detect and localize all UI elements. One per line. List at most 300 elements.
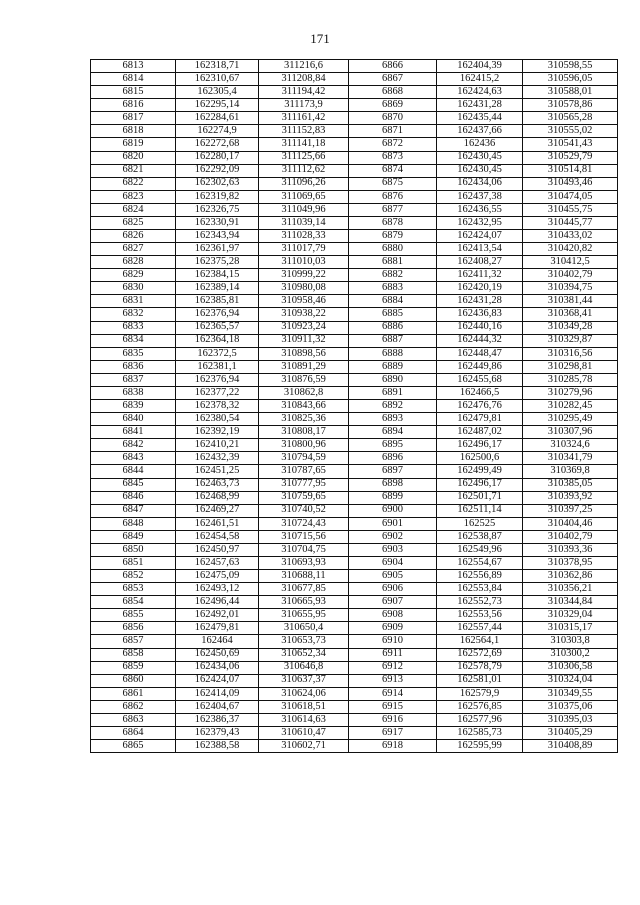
y-coordinate-cell: 311173,9 — [259, 99, 349, 112]
x-coordinate-cell: 162449,86 — [437, 360, 523, 373]
x-coordinate-cell: 162564,1 — [437, 635, 523, 648]
point-number-cell: 6901 — [349, 517, 437, 530]
x-coordinate-cell: 162274,9 — [176, 125, 259, 138]
table-row — [91, 334, 618, 347]
table-row — [91, 740, 618, 753]
y-coordinate-cell: 310412,5 — [523, 256, 618, 269]
point-number-cell: 6897 — [349, 465, 437, 478]
y-coordinate-cell: 310598,55 — [523, 60, 618, 73]
x-coordinate-cell: 162361,97 — [176, 243, 259, 256]
y-coordinate-cell: 311039,14 — [259, 216, 349, 229]
y-coordinate-cell: 310381,44 — [523, 295, 618, 308]
y-coordinate-cell: 310596,05 — [523, 73, 618, 86]
y-coordinate-cell: 311096,26 — [259, 177, 349, 190]
table-row — [91, 530, 618, 543]
y-coordinate-cell: 310385,05 — [523, 478, 618, 491]
y-coordinate-cell: 310282,45 — [523, 400, 618, 413]
table-row — [91, 465, 618, 478]
table-row — [91, 687, 618, 700]
point-number-cell: 6836 — [91, 360, 176, 373]
point-number-cell: 6861 — [91, 687, 176, 700]
table-row — [91, 282, 618, 295]
x-coordinate-cell: 162404,39 — [437, 60, 523, 73]
x-coordinate-cell: 162487,02 — [437, 426, 523, 439]
y-coordinate-cell: 310715,56 — [259, 530, 349, 543]
x-coordinate-cell: 162330,91 — [176, 216, 259, 229]
y-coordinate-cell: 310408,89 — [523, 740, 618, 753]
y-coordinate-cell: 310650,4 — [259, 622, 349, 635]
point-number-cell: 6905 — [349, 570, 437, 583]
table-row — [91, 99, 618, 112]
y-coordinate-cell: 310759,65 — [259, 491, 349, 504]
point-number-cell: 6831 — [91, 295, 176, 308]
x-coordinate-cell: 162372,5 — [176, 347, 259, 360]
x-coordinate-cell: 162295,14 — [176, 99, 259, 112]
point-number-cell: 6848 — [91, 517, 176, 530]
x-coordinate-cell: 162376,94 — [176, 373, 259, 386]
x-coordinate-cell: 162500,6 — [437, 452, 523, 465]
point-number-cell: 6845 — [91, 478, 176, 491]
y-coordinate-cell: 310474,05 — [523, 190, 618, 203]
table-row — [91, 243, 618, 256]
point-number-cell: 6877 — [349, 203, 437, 216]
point-number-cell: 6868 — [349, 86, 437, 99]
y-coordinate-cell: 310404,46 — [523, 517, 618, 530]
y-coordinate-cell: 311125,66 — [259, 151, 349, 164]
x-coordinate-cell: 162310,67 — [176, 73, 259, 86]
point-number-cell: 6826 — [91, 230, 176, 243]
x-coordinate-cell: 162389,14 — [176, 282, 259, 295]
point-number-cell: 6900 — [349, 504, 437, 517]
x-coordinate-cell: 162378,32 — [176, 400, 259, 413]
y-coordinate-cell: 310825,36 — [259, 413, 349, 426]
point-number-cell: 6870 — [349, 112, 437, 125]
x-coordinate-cell: 162476,76 — [437, 400, 523, 413]
x-coordinate-cell: 162437,66 — [437, 125, 523, 138]
x-coordinate-cell: 162499,49 — [437, 465, 523, 478]
x-coordinate-cell: 162436,83 — [437, 308, 523, 321]
point-number-cell: 6834 — [91, 334, 176, 347]
x-coordinate-cell: 162479,81 — [437, 413, 523, 426]
y-coordinate-cell: 310999,22 — [259, 269, 349, 282]
x-coordinate-cell: 162280,17 — [176, 151, 259, 164]
x-coordinate-cell: 162581,01 — [437, 674, 523, 687]
y-coordinate-cell: 311161,42 — [259, 112, 349, 125]
point-number-cell: 6839 — [91, 400, 176, 413]
point-number-cell: 6818 — [91, 125, 176, 138]
x-coordinate-cell: 162431,28 — [437, 99, 523, 112]
y-coordinate-cell: 311069,65 — [259, 190, 349, 203]
y-coordinate-cell: 310843,66 — [259, 400, 349, 413]
y-coordinate-cell: 310588,01 — [523, 86, 618, 99]
y-coordinate-cell: 310602,71 — [259, 740, 349, 753]
x-coordinate-cell: 162525 — [437, 517, 523, 530]
table-row — [91, 112, 618, 125]
x-coordinate-cell: 162577,96 — [437, 713, 523, 726]
x-coordinate-cell: 162450,69 — [176, 648, 259, 661]
table-row — [91, 504, 618, 517]
y-coordinate-cell: 310614,63 — [259, 713, 349, 726]
y-coordinate-cell: 310395,03 — [523, 713, 618, 726]
y-coordinate-cell: 310279,96 — [523, 386, 618, 399]
x-coordinate-cell: 162552,73 — [437, 596, 523, 609]
point-number-cell: 6829 — [91, 269, 176, 282]
table-row — [91, 439, 618, 452]
x-coordinate-cell: 162440,16 — [437, 321, 523, 334]
table-row — [91, 622, 618, 635]
x-coordinate-cell: 162572,69 — [437, 648, 523, 661]
x-coordinate-cell: 162496,44 — [176, 596, 259, 609]
x-coordinate-cell: 162511,14 — [437, 504, 523, 517]
y-coordinate-cell: 310610,47 — [259, 726, 349, 739]
y-coordinate-cell: 310541,43 — [523, 138, 618, 151]
y-coordinate-cell: 311194,42 — [259, 86, 349, 99]
x-coordinate-cell: 162553,84 — [437, 583, 523, 596]
x-coordinate-cell: 162434,06 — [437, 177, 523, 190]
x-coordinate-cell: 162430,45 — [437, 151, 523, 164]
point-number-cell: 6890 — [349, 373, 437, 386]
y-coordinate-cell: 310493,46 — [523, 177, 618, 190]
table-row — [91, 295, 618, 308]
y-coordinate-cell: 310898,56 — [259, 347, 349, 360]
point-number-cell: 6857 — [91, 635, 176, 648]
point-number-cell: 6838 — [91, 386, 176, 399]
table-row — [91, 138, 618, 151]
point-number-cell: 6874 — [349, 164, 437, 177]
y-coordinate-cell: 310397,25 — [523, 504, 618, 517]
point-number-cell: 6882 — [349, 269, 437, 282]
point-number-cell: 6869 — [349, 99, 437, 112]
x-coordinate-cell: 162302,63 — [176, 177, 259, 190]
point-number-cell: 6825 — [91, 216, 176, 229]
point-number-cell: 6855 — [91, 609, 176, 622]
x-coordinate-cell: 162579,9 — [437, 687, 523, 700]
point-number-cell: 6872 — [349, 138, 437, 151]
table-row — [91, 151, 618, 164]
x-coordinate-cell: 162432,95 — [437, 216, 523, 229]
y-coordinate-cell: 310303,8 — [523, 635, 618, 648]
x-coordinate-cell: 162318,71 — [176, 60, 259, 73]
y-coordinate-cell: 310876,59 — [259, 373, 349, 386]
point-number-cell: 6909 — [349, 622, 437, 635]
x-coordinate-cell: 162455,68 — [437, 373, 523, 386]
x-coordinate-cell: 162413,54 — [437, 243, 523, 256]
y-coordinate-cell: 310862,8 — [259, 386, 349, 399]
x-coordinate-cell: 162538,87 — [437, 530, 523, 543]
y-coordinate-cell: 310637,37 — [259, 674, 349, 687]
x-coordinate-cell: 162420,19 — [437, 282, 523, 295]
page-number: 171 — [310, 31, 330, 46]
point-number-cell: 6851 — [91, 556, 176, 569]
x-coordinate-cell: 162463,73 — [176, 478, 259, 491]
x-coordinate-cell: 162414,09 — [176, 687, 259, 700]
y-coordinate-cell: 310578,86 — [523, 99, 618, 112]
table-row — [91, 661, 618, 674]
y-coordinate-cell: 310393,36 — [523, 543, 618, 556]
y-coordinate-cell: 310777,95 — [259, 478, 349, 491]
table-row — [91, 308, 618, 321]
y-coordinate-cell: 310938,22 — [259, 308, 349, 321]
y-coordinate-cell: 310349,55 — [523, 687, 618, 700]
y-coordinate-cell: 311010,03 — [259, 256, 349, 269]
x-coordinate-cell: 162305,4 — [176, 86, 259, 99]
y-coordinate-cell: 310349,28 — [523, 321, 618, 334]
y-coordinate-cell: 310402,79 — [523, 269, 618, 282]
point-number-cell: 6912 — [349, 661, 437, 674]
x-coordinate-cell: 162424,63 — [437, 86, 523, 99]
point-number-cell: 6887 — [349, 334, 437, 347]
y-coordinate-cell: 310455,75 — [523, 203, 618, 216]
x-coordinate-cell: 162432,39 — [176, 452, 259, 465]
x-coordinate-cell: 162284,61 — [176, 112, 259, 125]
point-number-cell: 6843 — [91, 452, 176, 465]
x-coordinate-cell: 162364,18 — [176, 334, 259, 347]
point-number-cell: 6886 — [349, 321, 437, 334]
table-row — [91, 426, 618, 439]
point-number-cell: 6837 — [91, 373, 176, 386]
x-coordinate-cell: 162380,54 — [176, 413, 259, 426]
point-number-cell: 6904 — [349, 556, 437, 569]
point-number-cell: 6850 — [91, 543, 176, 556]
table-row — [91, 190, 618, 203]
table-row — [91, 491, 618, 504]
y-coordinate-cell: 310655,95 — [259, 609, 349, 622]
x-coordinate-cell: 162379,43 — [176, 726, 259, 739]
x-coordinate-cell: 162377,22 — [176, 386, 259, 399]
y-coordinate-cell: 310329,04 — [523, 609, 618, 622]
x-coordinate-cell: 162410,21 — [176, 439, 259, 452]
x-coordinate-cell: 162436 — [437, 138, 523, 151]
table-row — [91, 269, 618, 282]
y-coordinate-cell: 310565,28 — [523, 112, 618, 125]
y-coordinate-cell: 310693,93 — [259, 556, 349, 569]
y-coordinate-cell: 310393,92 — [523, 491, 618, 504]
x-coordinate-cell: 162492,01 — [176, 609, 259, 622]
y-coordinate-cell: 310529,79 — [523, 151, 618, 164]
coordinates-table-body — [91, 60, 618, 753]
y-coordinate-cell: 310324,6 — [523, 439, 618, 452]
point-number-cell: 6865 — [91, 740, 176, 753]
point-number-cell: 6864 — [91, 726, 176, 739]
point-number-cell: 6871 — [349, 125, 437, 138]
table-row — [91, 609, 618, 622]
table-row — [91, 125, 618, 138]
x-coordinate-cell: 162435,44 — [437, 112, 523, 125]
y-coordinate-cell: 311017,79 — [259, 243, 349, 256]
x-coordinate-cell: 162557,44 — [437, 622, 523, 635]
point-number-cell: 6892 — [349, 400, 437, 413]
y-coordinate-cell: 310329,87 — [523, 334, 618, 347]
point-number-cell: 6914 — [349, 687, 437, 700]
y-coordinate-cell: 310375,06 — [523, 700, 618, 713]
table-row — [91, 73, 618, 86]
y-coordinate-cell: 310316,56 — [523, 347, 618, 360]
y-coordinate-cell: 310307,96 — [523, 426, 618, 439]
point-number-cell: 6863 — [91, 713, 176, 726]
x-coordinate-cell: 162319,82 — [176, 190, 259, 203]
point-number-cell: 6827 — [91, 243, 176, 256]
point-number-cell: 6847 — [91, 504, 176, 517]
point-number-cell: 6814 — [91, 73, 176, 86]
table-row — [91, 583, 618, 596]
point-number-cell: 6833 — [91, 321, 176, 334]
x-coordinate-cell: 162451,25 — [176, 465, 259, 478]
table-row — [91, 321, 618, 334]
y-coordinate-cell: 310445,77 — [523, 216, 618, 229]
point-number-cell: 6846 — [91, 491, 176, 504]
point-number-cell: 6840 — [91, 413, 176, 426]
x-coordinate-cell: 162434,06 — [176, 661, 259, 674]
point-number-cell: 6911 — [349, 648, 437, 661]
y-coordinate-cell: 310624,06 — [259, 687, 349, 700]
y-coordinate-cell: 310555,02 — [523, 125, 618, 138]
x-coordinate-cell: 162365,57 — [176, 321, 259, 334]
x-coordinate-cell: 162549,96 — [437, 543, 523, 556]
y-coordinate-cell: 311112,62 — [259, 164, 349, 177]
x-coordinate-cell: 162415,2 — [437, 73, 523, 86]
table-row — [91, 413, 618, 426]
x-coordinate-cell: 162431,28 — [437, 295, 523, 308]
y-coordinate-cell: 310420,82 — [523, 243, 618, 256]
point-number-cell: 6820 — [91, 151, 176, 164]
x-coordinate-cell: 162437,38 — [437, 190, 523, 203]
point-number-cell: 6893 — [349, 413, 437, 426]
point-number-cell: 6881 — [349, 256, 437, 269]
y-coordinate-cell: 310911,32 — [259, 334, 349, 347]
y-coordinate-cell: 310394,75 — [523, 282, 618, 295]
x-coordinate-cell: 162444,32 — [437, 334, 523, 347]
y-coordinate-cell: 310980,08 — [259, 282, 349, 295]
x-coordinate-cell: 162343,94 — [176, 230, 259, 243]
y-coordinate-cell: 311049,96 — [259, 203, 349, 216]
x-coordinate-cell: 162450,97 — [176, 543, 259, 556]
x-coordinate-cell: 162385,81 — [176, 295, 259, 308]
y-coordinate-cell: 310402,79 — [523, 530, 618, 543]
y-coordinate-cell: 311152,83 — [259, 125, 349, 138]
table-row — [91, 203, 618, 216]
point-number-cell: 6832 — [91, 308, 176, 321]
x-coordinate-cell: 162388,58 — [176, 740, 259, 753]
y-coordinate-cell: 310405,29 — [523, 726, 618, 739]
x-coordinate-cell: 162578,79 — [437, 661, 523, 674]
table-row — [91, 517, 618, 530]
point-number-cell: 6876 — [349, 190, 437, 203]
point-number-cell: 6853 — [91, 583, 176, 596]
y-coordinate-cell: 310341,79 — [523, 452, 618, 465]
y-coordinate-cell: 310677,85 — [259, 583, 349, 596]
point-number-cell: 6858 — [91, 648, 176, 661]
y-coordinate-cell: 310794,59 — [259, 452, 349, 465]
x-coordinate-cell: 162595,99 — [437, 740, 523, 753]
y-coordinate-cell: 310356,21 — [523, 583, 618, 596]
y-coordinate-cell: 310295,49 — [523, 413, 618, 426]
point-number-cell: 6878 — [349, 216, 437, 229]
x-coordinate-cell: 162553,56 — [437, 609, 523, 622]
y-coordinate-cell: 310315,17 — [523, 622, 618, 635]
point-number-cell: 6844 — [91, 465, 176, 478]
point-number-cell: 6816 — [91, 99, 176, 112]
y-coordinate-cell: 310433,02 — [523, 230, 618, 243]
point-number-cell: 6815 — [91, 86, 176, 99]
y-coordinate-cell: 310653,73 — [259, 635, 349, 648]
point-number-cell: 6813 — [91, 60, 176, 73]
y-coordinate-cell: 310891,29 — [259, 360, 349, 373]
y-coordinate-cell: 310652,34 — [259, 648, 349, 661]
point-number-cell: 6883 — [349, 282, 437, 295]
table-row — [91, 400, 618, 413]
table-row — [91, 386, 618, 399]
table-row — [91, 648, 618, 661]
x-coordinate-cell: 162457,63 — [176, 556, 259, 569]
x-coordinate-cell: 162436,55 — [437, 203, 523, 216]
coordinates-table — [90, 59, 618, 753]
point-number-cell: 6891 — [349, 386, 437, 399]
y-coordinate-cell: 310300,2 — [523, 648, 618, 661]
x-coordinate-cell: 162375,28 — [176, 256, 259, 269]
y-coordinate-cell: 310514,81 — [523, 164, 618, 177]
y-coordinate-cell: 310958,46 — [259, 295, 349, 308]
point-number-cell: 6906 — [349, 583, 437, 596]
y-coordinate-cell: 310344,84 — [523, 596, 618, 609]
x-coordinate-cell: 162496,17 — [437, 478, 523, 491]
y-coordinate-cell: 310378,95 — [523, 556, 618, 569]
x-coordinate-cell: 162475,09 — [176, 570, 259, 583]
x-coordinate-cell: 162384,15 — [176, 269, 259, 282]
point-number-cell: 6830 — [91, 282, 176, 295]
point-number-cell: 6822 — [91, 177, 176, 190]
point-number-cell: 6888 — [349, 347, 437, 360]
y-coordinate-cell: 311216,6 — [259, 60, 349, 73]
point-number-cell: 6866 — [349, 60, 437, 73]
point-number-cell: 6913 — [349, 674, 437, 687]
point-number-cell: 6828 — [91, 256, 176, 269]
table-row — [91, 556, 618, 569]
point-number-cell: 6842 — [91, 439, 176, 452]
point-number-cell: 6867 — [349, 73, 437, 86]
x-coordinate-cell: 162272,68 — [176, 138, 259, 151]
table-row — [91, 674, 618, 687]
point-number-cell: 6821 — [91, 164, 176, 177]
x-coordinate-cell: 162424,07 — [176, 674, 259, 687]
table-row — [91, 360, 618, 373]
table-row — [91, 164, 618, 177]
point-number-cell: 6895 — [349, 439, 437, 452]
point-number-cell: 6860 — [91, 674, 176, 687]
point-number-cell: 6889 — [349, 360, 437, 373]
point-number-cell: 6915 — [349, 700, 437, 713]
y-coordinate-cell: 310368,41 — [523, 308, 618, 321]
point-number-cell: 6873 — [349, 151, 437, 164]
y-coordinate-cell: 310800,96 — [259, 439, 349, 452]
y-coordinate-cell: 310285,78 — [523, 373, 618, 386]
x-coordinate-cell: 162496,17 — [437, 439, 523, 452]
x-coordinate-cell: 162448,47 — [437, 347, 523, 360]
y-coordinate-cell: 310787,65 — [259, 465, 349, 478]
point-number-cell: 6879 — [349, 230, 437, 243]
x-coordinate-cell: 162381,1 — [176, 360, 259, 373]
point-number-cell: 6907 — [349, 596, 437, 609]
table-row — [91, 596, 618, 609]
x-coordinate-cell: 162468,99 — [176, 491, 259, 504]
point-number-cell: 6916 — [349, 713, 437, 726]
x-coordinate-cell: 162424,07 — [437, 230, 523, 243]
point-number-cell: 6823 — [91, 190, 176, 203]
point-number-cell: 6835 — [91, 347, 176, 360]
table-row — [91, 452, 618, 465]
y-coordinate-cell: 310724,43 — [259, 517, 349, 530]
point-number-cell: 6898 — [349, 478, 437, 491]
point-number-cell: 6899 — [349, 491, 437, 504]
